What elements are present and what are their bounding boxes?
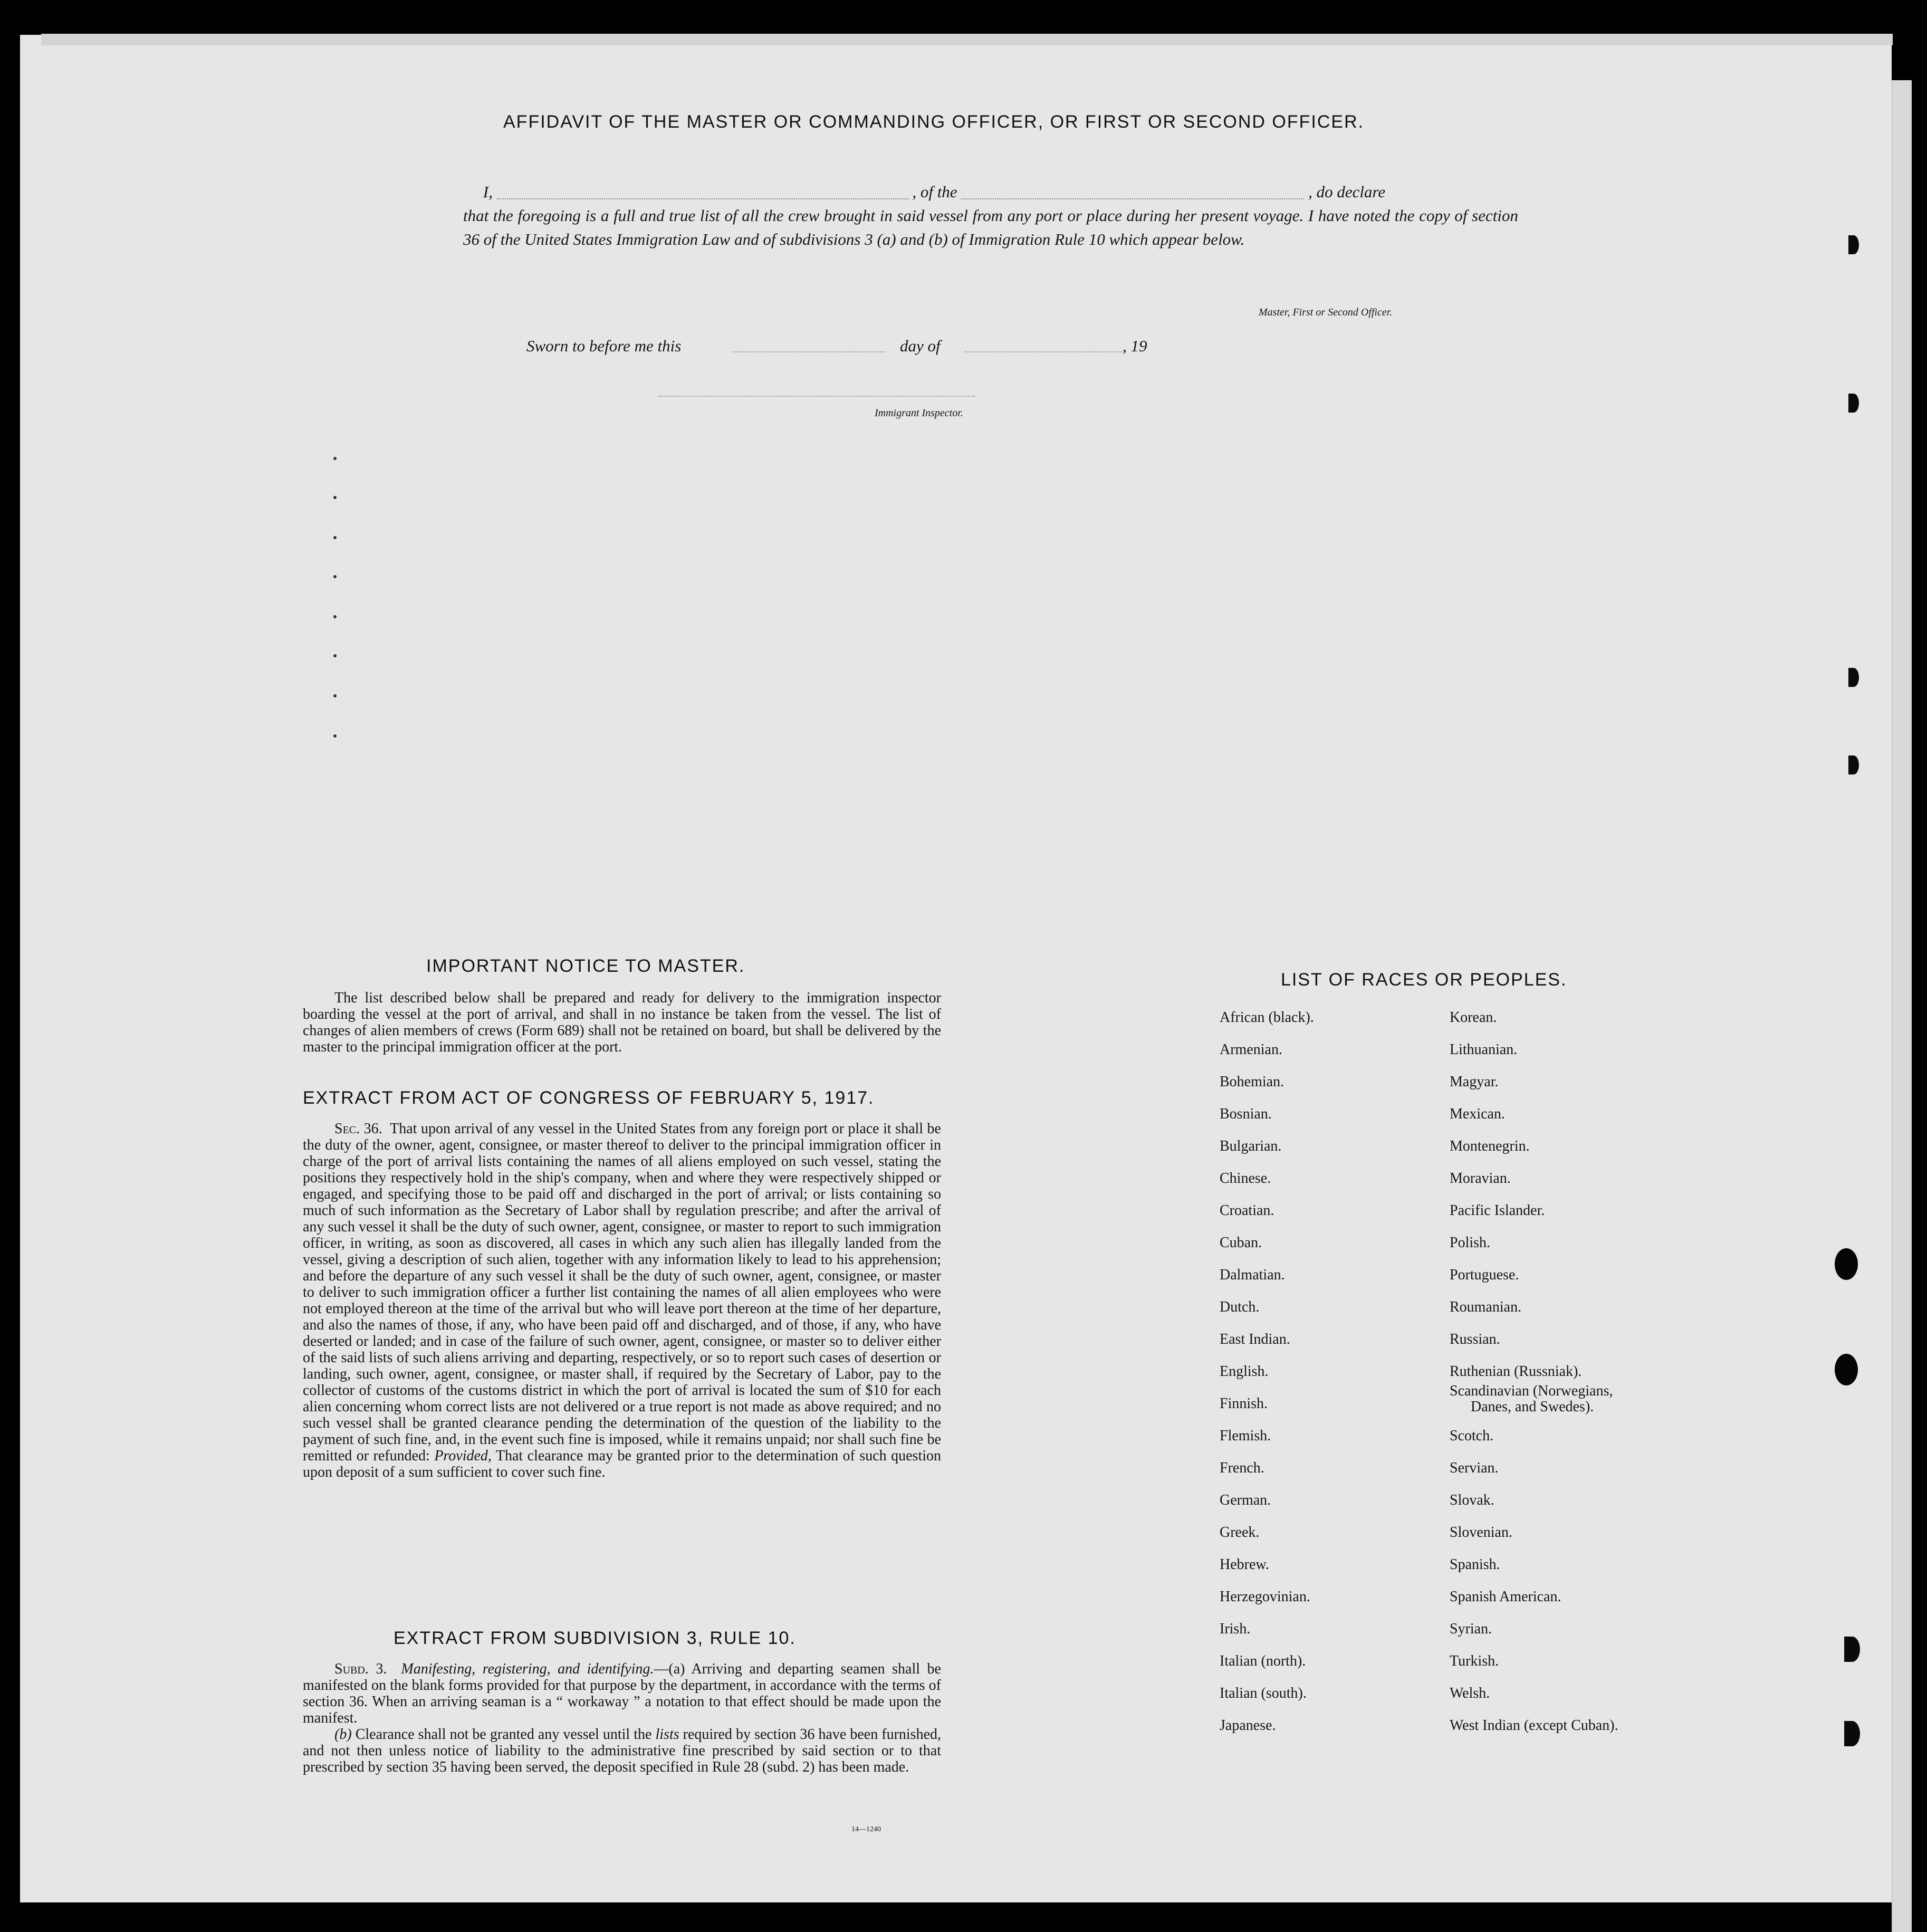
sworn-prefix: Sworn to before me this: [526, 337, 682, 355]
race-item: Turkish.: [1450, 1653, 1499, 1669]
races-right-column: [1450, 1001, 1618, 1742]
race-item: Finnish.: [1220, 1395, 1268, 1412]
race-item: Bosnian.: [1220, 1106, 1272, 1122]
race-item: Flemish.: [1220, 1428, 1271, 1444]
race-item: Portuguese.: [1450, 1267, 1519, 1283]
row-dot: [333, 575, 337, 578]
section-36-text-end: That clearance may be granted prior to the determination of such question upon deposit of a sum sufficient to cover such fine.: [303, 1448, 942, 1480]
race-item: Bulgarian.: [1220, 1138, 1282, 1154]
sworn-day-blank[interactable]: [732, 350, 885, 352]
subd-b-label: (b): [334, 1726, 352, 1743]
race-item: Bohemian.: [1220, 1074, 1284, 1090]
row-dot: [333, 734, 337, 738]
sworn-year: , 19: [1123, 337, 1147, 355]
punch-hole-partial: [1848, 668, 1859, 687]
race-item: French.: [1220, 1460, 1264, 1476]
race-item: German.: [1220, 1492, 1271, 1508]
master-signature-caption: Master, First or Second Officer.: [1259, 307, 1393, 318]
form-number: 14—1240: [851, 1825, 881, 1833]
race-item: West Indian (except Cuban).: [1450, 1717, 1618, 1734]
race-item: Ruthenian (Russniak).: [1450, 1363, 1582, 1380]
race-item: Irish.: [1220, 1621, 1251, 1637]
race-item: Mexican.: [1450, 1106, 1505, 1122]
race-item: African (black).: [1220, 1009, 1314, 1026]
punch-hole: [1835, 1354, 1858, 1385]
race-item: Korean.: [1450, 1009, 1497, 1026]
race-item: Dutch.: [1220, 1299, 1260, 1315]
section-36-text: That upon arrival of any vessel in the United States from any foreign port or place it shall be the duty of the owner, agent, consignee, or master thereof to deliver to the principal immigration officer in charge of the port of arrival lists containing the names of all aliens employed on such vessel, stating the positions they respectively hold in the ship's company, when and where they were respectively shipped or engaged, and specifying those to be paid off and discharged in the port of arrival; or lists containing so much of such information as the Secretary of Labor shall by regulation prescribe; and after the arrival of any such vessel it shall be the duty of such owner, agent, consignee, or master to report to such immigration officer, in writing, as soon as discovered, all cases in which any such alien has illegally landed from the vessel, giving a description of such alien, together with any information likely to lead to his apprehension; and before the departure of any such vessel it shall be the duty of such owner, agent, consignee, or master to deliver to such immigration officer a further list containing the names of all alien employees who were not employed thereon at the time of the arrival but who will leave port thereon at the time of her departure, and also the names of those, if any, who have been paid off and discharged, and of those, if any, who have deserted or landed; and in case of the failure of such owner, agent, consignee, or master so to deliver either of the said lists of such aliens arriving and departing, respectively, or so to report such cases of desertion or landing, such owner, agent, consignee, or master shall, if required by the Secretary of Labor, pay to the collector of customs of the customs district in which the port of arrival is located the sum of $10 for each alien concerning whom correct lists are not delivered or a true report is not made as above required; and no such vessel shall be granted clearance pending the determination of the question of the liability to the payment of such fine, and, in the event such fine is imposed, while it remains unpaid; nor shall such fine be remitted or refunded:: [303, 1121, 941, 1464]
punch-hole-partial: [1848, 755, 1859, 774]
race-item: Russian.: [1450, 1331, 1500, 1347]
row-dot: [333, 694, 337, 697]
race-item: Italian (south).: [1220, 1685, 1307, 1701]
race-item: Dalmatian.: [1220, 1267, 1285, 1283]
sworn-day-of: day of: [900, 337, 941, 355]
race-item: Slovak.: [1450, 1492, 1494, 1508]
row-dot: [333, 615, 337, 618]
race-item: Roumanian.: [1450, 1299, 1522, 1315]
underlying-page-edge: [41, 34, 1893, 45]
race-item: English.: [1220, 1363, 1269, 1380]
race-item: Spanish.: [1450, 1556, 1500, 1573]
race-item: Greek.: [1220, 1524, 1260, 1541]
affidavit-declare: , do declare: [1308, 183, 1386, 201]
race-item: Moravian.: [1450, 1170, 1511, 1187]
notice-text: [303, 990, 941, 1055]
affidavit-statement: that the foregoing is a full and true list of all the crew brought in said vessel from any port or place during her present voyage. I have noted the copy of section 36 of the United States Immigration Law and of subdivisions 3 (a) and (b) of Immigration Rule 10 which appear below.: [463, 206, 1518, 248]
sworn-month-blank[interactable]: [964, 350, 1123, 352]
row-dot: [333, 654, 337, 657]
notice-paragraph: The list described below shall be prepared and ready for delivery to the immigration inspector boarding the vessel at the port of arrival, and shall in no instance be taken from the vessel. The list of changes of alien members of crews (Form 689) shall not be retained on board, but shall be delivered by the master to the principal immigration officer at the port.: [303, 990, 941, 1055]
race-item: Hebrew.: [1220, 1556, 1269, 1573]
races-list: [1220, 1001, 1694, 1803]
race-item-continued: Danes, and Swedes).: [1471, 1399, 1594, 1415]
subd-para-b-lists: lists: [655, 1726, 679, 1743]
punch-hole: [1835, 1248, 1858, 1280]
punch-hole-partial: [1848, 394, 1859, 413]
rule-extract-title: EXTRACT FROM SUBDIVISION 3, RULE 10.: [394, 1628, 796, 1648]
race-item: Montenegrin.: [1450, 1138, 1530, 1154]
notice-title: IMPORTANT NOTICE TO MASTER.: [426, 956, 745, 976]
act-extract-text: [303, 1121, 941, 1480]
race-item: Cuban.: [1220, 1235, 1262, 1251]
page-stack-edge: [1892, 80, 1912, 1932]
race-item: Herzegovinian.: [1220, 1589, 1310, 1605]
race-item: Magyar.: [1450, 1074, 1499, 1090]
provided-word: Provided,: [434, 1448, 492, 1464]
race-item: Croatian.: [1220, 1202, 1274, 1219]
race-item: Welsh.: [1450, 1685, 1490, 1701]
race-item: Polish.: [1450, 1235, 1491, 1251]
vessel-blank[interactable]: [961, 188, 1304, 199]
rule-extract-text: [303, 1661, 941, 1775]
races-title: LIST OF RACES OR PEOPLES.: [1281, 970, 1567, 990]
race-item: Servian.: [1450, 1460, 1499, 1476]
affidavit-body: [463, 180, 1518, 251]
race-item: Scandinavian (Norwegians,: [1450, 1383, 1613, 1399]
inspector-caption: Immigrant Inspector.: [875, 407, 963, 419]
document-sheet: [20, 35, 1892, 1902]
race-item: East Indian.: [1220, 1331, 1290, 1347]
race-item: Pacific Islander.: [1450, 1202, 1545, 1219]
punch-hole-partial: [1844, 1637, 1860, 1662]
race-item: Italian (north).: [1220, 1653, 1306, 1669]
race-item-scandinavian: [1450, 1383, 1618, 1420]
row-dot: [333, 496, 337, 499]
inspector-signature-blank[interactable]: [658, 395, 975, 397]
races-left-column: [1220, 1001, 1314, 1742]
subd-para-b-1: Clearance shall not be granted any vessel until the: [355, 1726, 652, 1743]
race-item: Armenian.: [1220, 1041, 1282, 1058]
section-label: Sec. 36.: [334, 1121, 382, 1137]
race-item: Lithuanian.: [1450, 1041, 1518, 1058]
race-item: Scotch.: [1450, 1428, 1494, 1444]
race-item: Slovenian.: [1450, 1524, 1512, 1541]
race-item: Japanese.: [1220, 1717, 1276, 1734]
punch-hole-partial: [1848, 235, 1859, 254]
race-item: Spanish American.: [1450, 1589, 1561, 1605]
subd-para-b-2: required by section 36 have been furnished, and not then unless notice of liability to the administrative fine prescribed by said section or to that prescribed by section 35 having been served, the deposit specified in Rule 28 (subd. 2) has been made.: [303, 1726, 941, 1775]
row-dot: [333, 457, 337, 460]
affidavit-of-the: , of the: [912, 183, 957, 201]
row-dot: [333, 536, 337, 539]
affidavit-i: I,: [483, 183, 493, 201]
name-blank[interactable]: [497, 188, 908, 199]
subd-para-a: —(a) Arriving and departing seamen shall be manifested on the blank forms provided for that purpose by the department, in accordance with the terms of section 36. When an arriving seaman is a “ workaway ” a notation to that effect should be made upon the manifest.: [303, 1661, 941, 1726]
punch-hole-partial: [1844, 1721, 1860, 1746]
subd-label: Subd. 3.: [334, 1661, 387, 1677]
race-item: Syrian.: [1450, 1621, 1492, 1637]
subd-heading: Manifesting, registering, and identifying.: [401, 1661, 654, 1677]
affidavit-title: AFFIDAVIT OF THE MASTER OR COMMANDING OFFICER, OR FIRST OR SECOND OFFICER.: [503, 112, 1365, 132]
race-item: Chinese.: [1220, 1170, 1271, 1187]
act-extract-title: EXTRACT FROM ACT OF CONGRESS OF FEBRUARY 5, 1917.: [303, 1088, 875, 1108]
